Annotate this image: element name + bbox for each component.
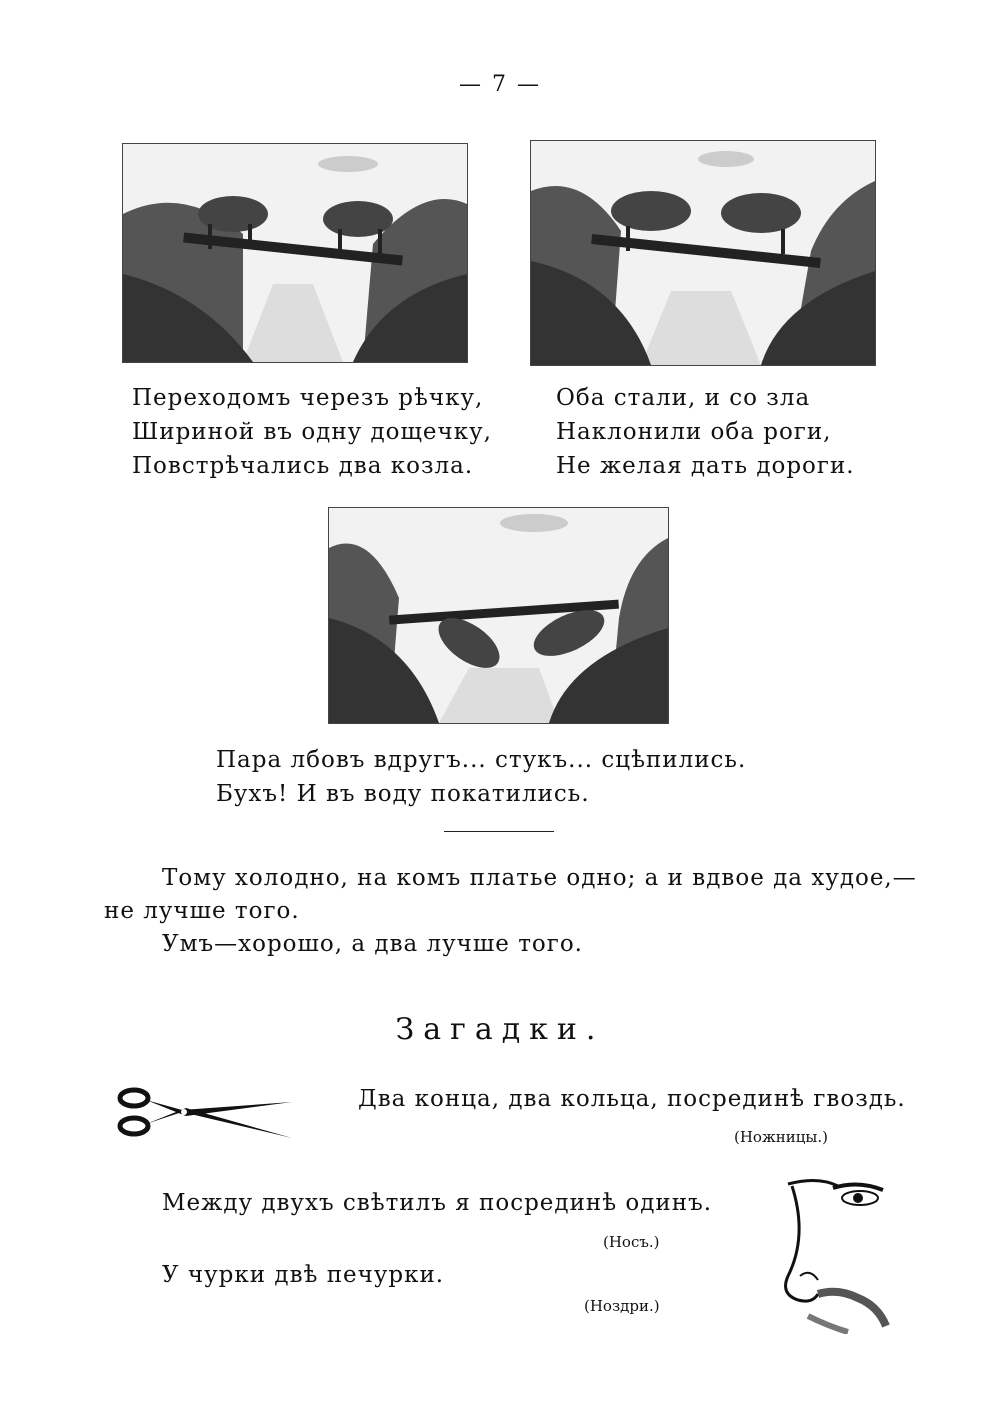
verse-line: Повстрѣчались два козла. [132,453,474,479]
riddle-text-3: У чурки двѣ печурки. [162,1262,445,1288]
nose-face-icon [778,1176,894,1334]
proverb-first-line2: не лучше того. [104,898,300,924]
verse-line: Наклонили оба роги, [556,419,832,445]
verse-line: Оба стали, и со зла [556,385,811,411]
riddle-text-2: Между двухъ свѣтилъ я посрединѣ одинъ. [162,1190,713,1216]
verse-left [132,381,492,483]
illustration-goats-fall [328,507,669,724]
verse-line: Бухъ! И въ воду покатились. [216,781,590,807]
verse-right [556,381,855,483]
verse-line: Не желая дать дороги. [556,453,855,479]
scissors-icon [112,1080,294,1142]
riddle-text-1: Два конца, два кольца, посрединѣ гвоздь. [358,1086,906,1112]
proverb-second: Умъ—хорошо, а два лучше того. [162,931,583,957]
verse-line: Шириной въ одну дощечку, [132,419,492,445]
section-divider [444,831,554,832]
illustration-goats-lock-horns [530,140,876,366]
riddle-answer-1: (Ножницы.) [734,1128,828,1146]
riddle-answer-2: (Носъ.) [603,1233,660,1251]
riddles-title: Загадки. [395,1012,605,1047]
proverb-first-line1: Тому холодно, на комъ платье одно; а и вдвое да худое,— [162,865,917,891]
verse-line: Пара лбовъ вдругъ... стукъ... сцѣпились. [216,747,747,773]
riddle-answer-3: (Ноздри.) [584,1297,660,1315]
verse-line: Переходомъ черезъ рѣчку, [132,385,484,411]
illustration-goats-meet [122,143,468,363]
verse-center [216,743,746,811]
page-number: — 7 — [459,72,541,97]
